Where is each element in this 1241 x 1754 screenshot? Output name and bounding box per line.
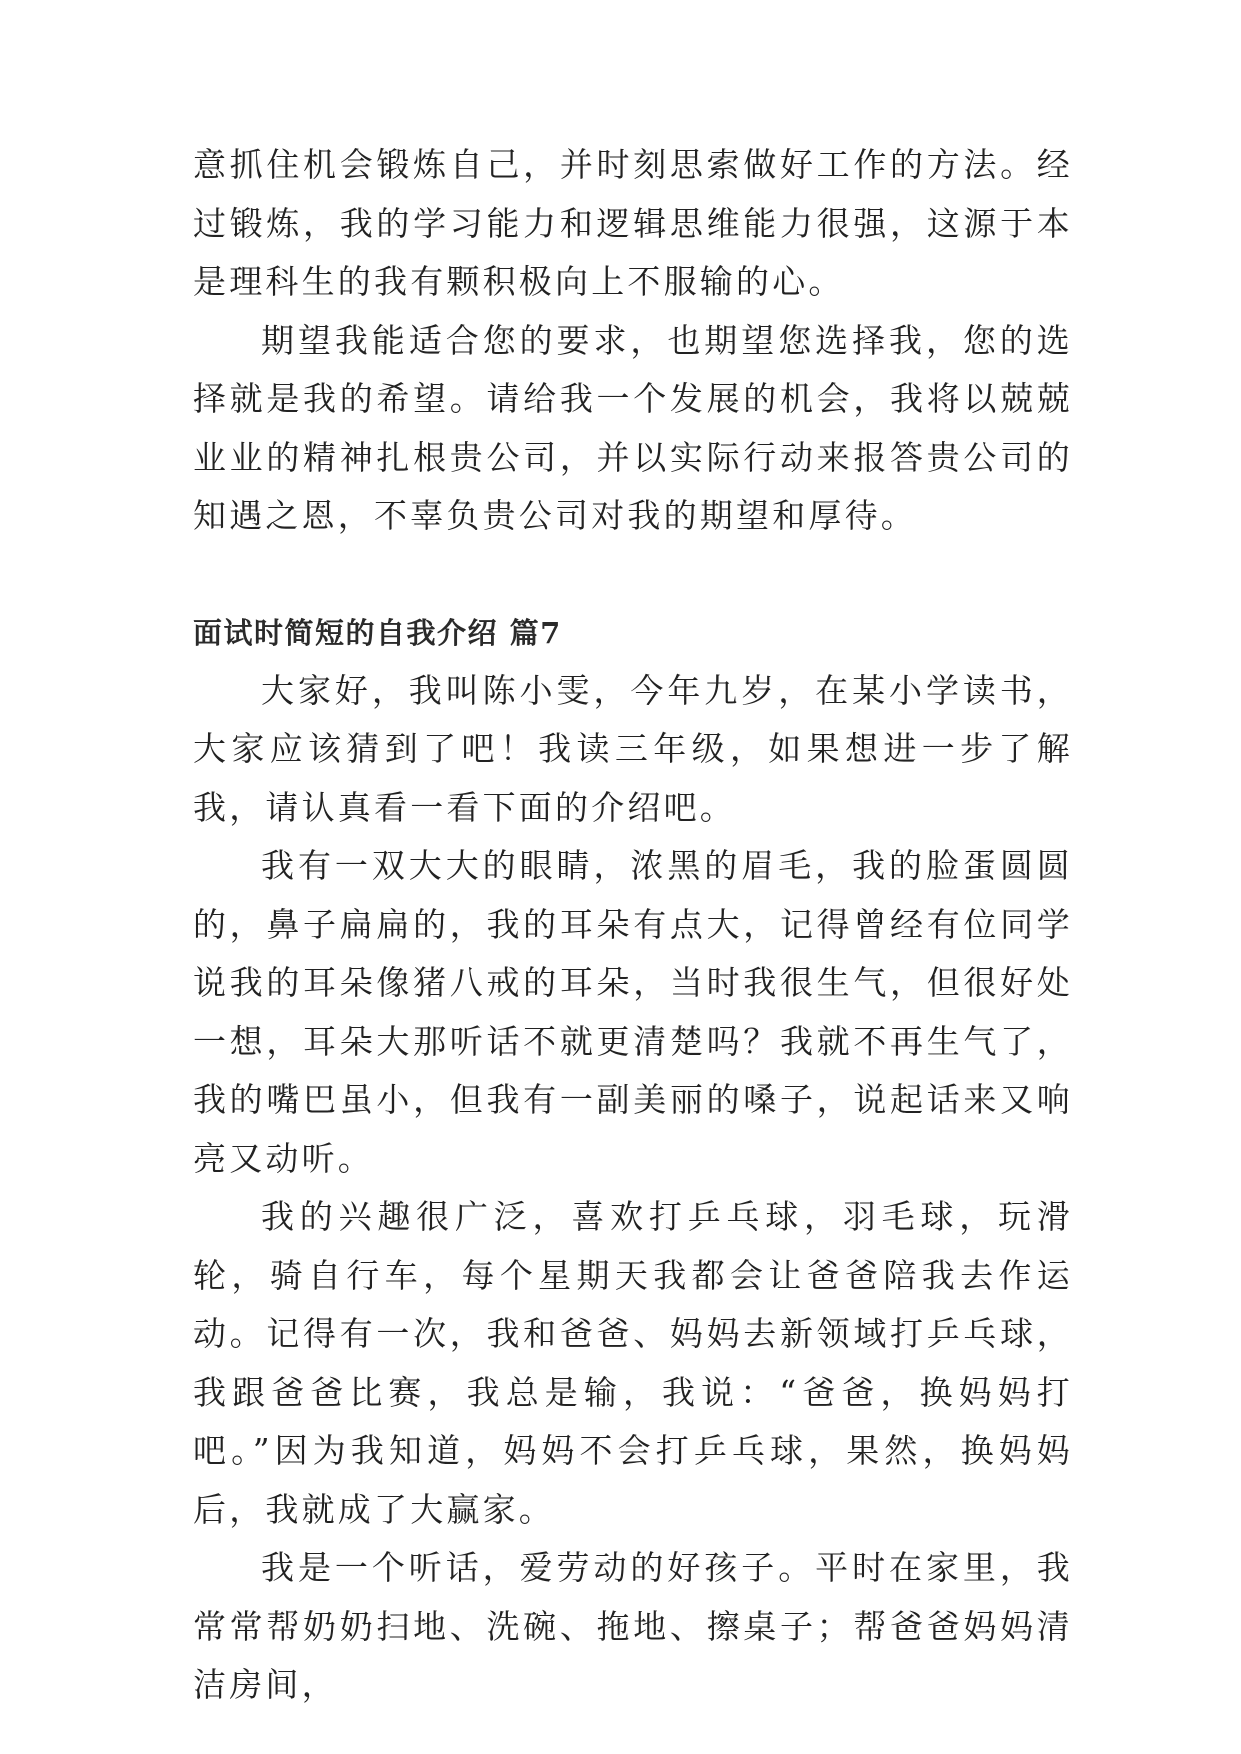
document-page	[193, 136, 1073, 1715]
paragraph-hobbies: 我的兴趣很广泛，喜欢打乒乓球，羽毛球，玩滑轮，骑自行车，每个星期天我都会让爸爸陪我去作运动。记得有一次，我和爸爸、妈妈去新领域打乒乓球，我跟爸爸比赛，我总是输，我说：“爸爸，换妈妈打吧。”因为我知道，妈妈不会打乒乓球，果然，换妈妈后，我就成了大赢家。	[193, 1197, 1073, 1529]
paragraph-hope: 期望我能适合您的要求，也期望您选择我，您的选择就是我的希望。请给我一个发展的机会，我将以兢兢业业的精神扎根贵公司，并以实际行动来报答贵公司的知遇之恩，不辜负贵公司对我的期望和厚待。	[193, 320, 1073, 535]
section-heading: 面试时简短的自我介绍 篇7	[193, 615, 562, 650]
paragraph-chores: 我是一个听话，爱劳动的好孩子。平时在家里，我常常帮奶奶扫地、洗碗、拖地、擦桌子；帮爸爸妈妈清洁房间，	[193, 1548, 1073, 1704]
paragraph-greeting: 大家好，我叫陈小雯，今年九岁，在某小学读书，大家应该猜到了吧！我读三年级，如果想进一步了解我，请认真看一看下面的介绍吧。	[193, 670, 1073, 827]
paragraph-appearance: 我有一双大大的眼睛，浓黑的眉毛，我的脸蛋圆圆的，鼻子扁扁的，我的耳朵有点大，记得曾经有位同学说我的耳朵像猪八戒的耳朵，当时我很生气，但很好处一想，耳朵大那听话不就更清楚吗？我就不再生气了，我的嘴巴虽小，但我有一副美丽的嗓子，说起话来又响亮又动听。	[193, 846, 1073, 1178]
paragraph-continuation: 意抓住机会锻炼自己，并时刻思索做好工作的方法。经过锻炼，我的学习能力和逻辑思维能力很强，这源于本是理科生的我有颗积极向上不服输的心。	[193, 145, 1073, 301]
